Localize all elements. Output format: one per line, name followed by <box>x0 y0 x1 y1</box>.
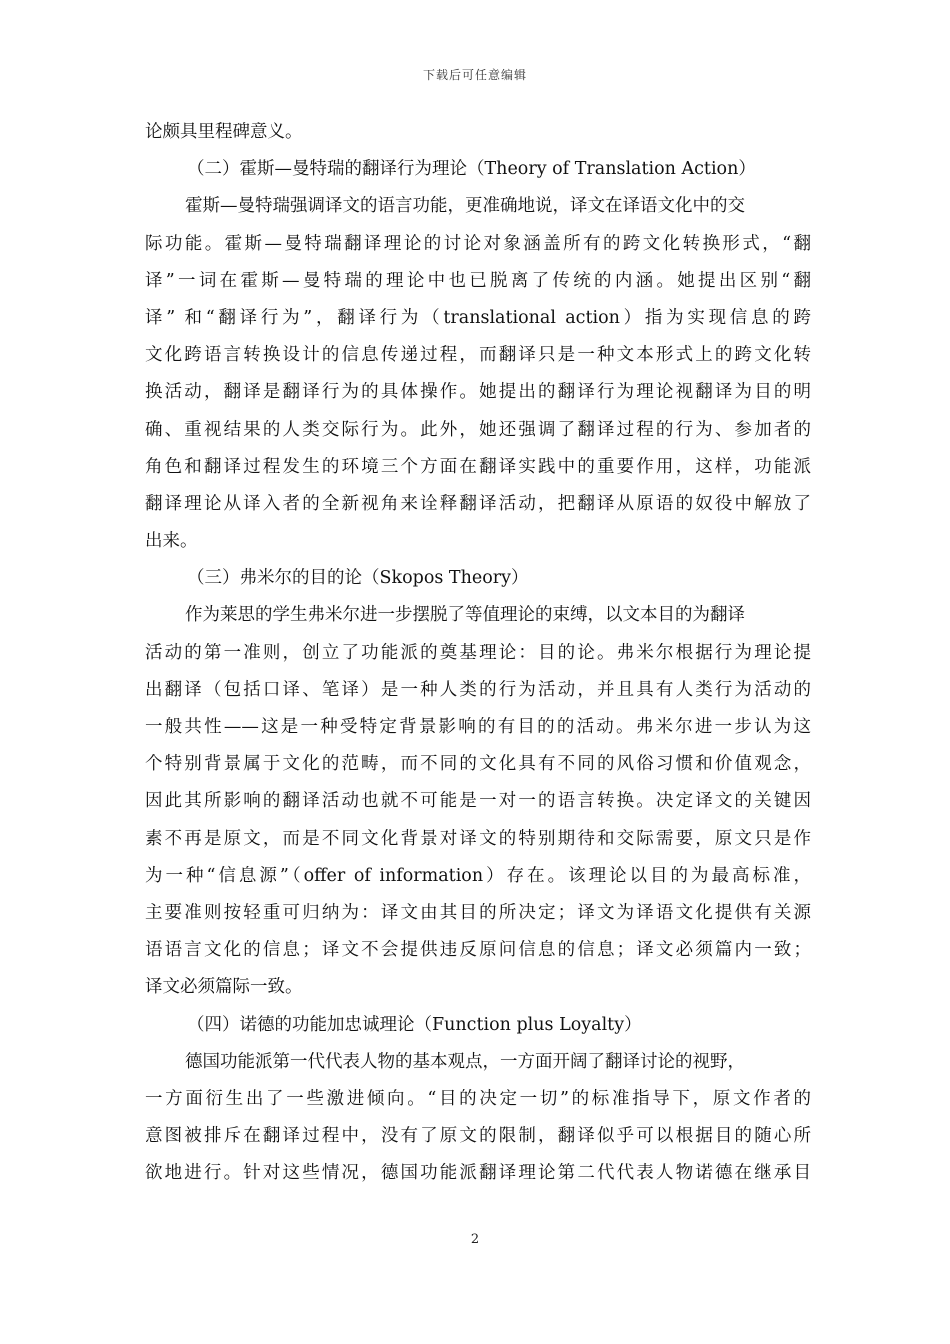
body-text-line: 角色和翻译过程发生的环境三个方面在翻译实践中的重要作用，这样，功能派 <box>145 456 811 477</box>
page-number: 2 <box>470 1232 480 1247</box>
section-heading: （三）弗米尔的目的论（Skopos Theory） <box>187 568 529 589</box>
body-text-line: 素不再是原文，而是不同文化背景对译文的特别期待和交际需要，原文只是作 <box>145 828 811 849</box>
body-text-line: 出翻译（包括口译、笔译）是一种人类的行为活动，并且具有人类行为活动的 <box>145 679 811 700</box>
body-text-line: 论颇具里程碑意义。 <box>145 122 303 142</box>
section-heading: （四）诺德的功能加忠诚理论（Function plus Loyalty） <box>187 1014 642 1035</box>
body-text-line: 霍斯—曼特瑞强调译文的语言功能，更准确地说，译文在译语文化中的交 <box>185 196 745 217</box>
page-header: 下载后可任意编辑 <box>422 68 527 82</box>
body-text-line: 主要准则按轻重可归纳为：译文由其目的所决定；译文为译语文化提供有关源 <box>145 902 811 923</box>
body-text-line: 作为莱思的学生弗米尔进一步摆脱了等值理论的束缚，以文本目的为翻译 <box>185 605 745 626</box>
body-text-line: 为一种“信息源”（offer of information）存在。该理论以目的为最高标准， <box>145 865 811 886</box>
body-text-line: 德国功能派第一代代表人物的基本观点，一方面开阔了翻译讨论的视野， <box>185 1051 745 1072</box>
body-text-line: 意图被排斥在翻译过程中，没有了原文的限制，翻译似乎可以根据目的随心所 <box>145 1126 811 1147</box>
body-text-line: 出来。 <box>145 531 198 552</box>
body-text-line: 译” 和“翻译行为”，翻译行为（translational action）指为实现信息的跨 <box>145 307 811 328</box>
body-text-line: 一方面衍生出了一些激进倾向。“目的决定一切”的标准指导下，原文作者的 <box>145 1088 811 1109</box>
body-text-line: 际功能。霍斯—曼特瑞翻译理论的讨论对象涵盖所有的跨文化转换形式，“翻 <box>145 233 811 254</box>
document-body <box>145 114 811 1192</box>
body-text-line: 个特别背景属于文化的范畴，而不同的文化具有不同的风俗习惯和价值观念， <box>145 754 811 775</box>
body-text-line: 活动的第一准则，创立了功能派的奠基理论：目的论。弗米尔根据行为理论提 <box>145 642 811 663</box>
body-text-line: 文化跨语言转换设计的信息传递过程，而翻译只是一种文本形式上的跨文化转 <box>145 345 811 366</box>
body-text-line: 确、重视结果的人类交际行为。此外，她还强调了翻译过程的行为、参加者的 <box>145 419 811 440</box>
body-text-line: 语语言文化的信息；译文不会提供违反原问信息的信息；译文必须篇内一致； <box>145 940 811 961</box>
body-text-line: 译”一词在霍斯—曼特瑞的理论中也已脱离了传统的内涵。她提出区别“翻 <box>145 270 811 291</box>
body-text-line: 一般共性——这是一种受特定背景影响的有目的的活动。弗米尔进一步认为这 <box>145 717 811 737</box>
body-text-line: 欲地进行。针对这些情况，德国功能派翻译理论第二代代表人物诺德在继承目 <box>145 1163 811 1184</box>
body-text-line: 因此其所影响的翻译活动也就不可能是一对一的语言转换。决定译文的关键因 <box>145 791 811 812</box>
body-text-line: 译文必须篇际一致。 <box>145 977 303 998</box>
body-text-line: 换活动，翻译是翻译行为的具体操作。她提出的翻译行为理论视翻译为目的明 <box>145 382 811 403</box>
section-heading: （二）霍斯—曼特瑞的翻译行为理论（Theory of Translation Action） <box>187 159 756 180</box>
body-text-line: 翻译理论从译入者的全新视角来诠释翻译活动，把翻译从原语的奴役中解放了 <box>145 493 811 514</box>
